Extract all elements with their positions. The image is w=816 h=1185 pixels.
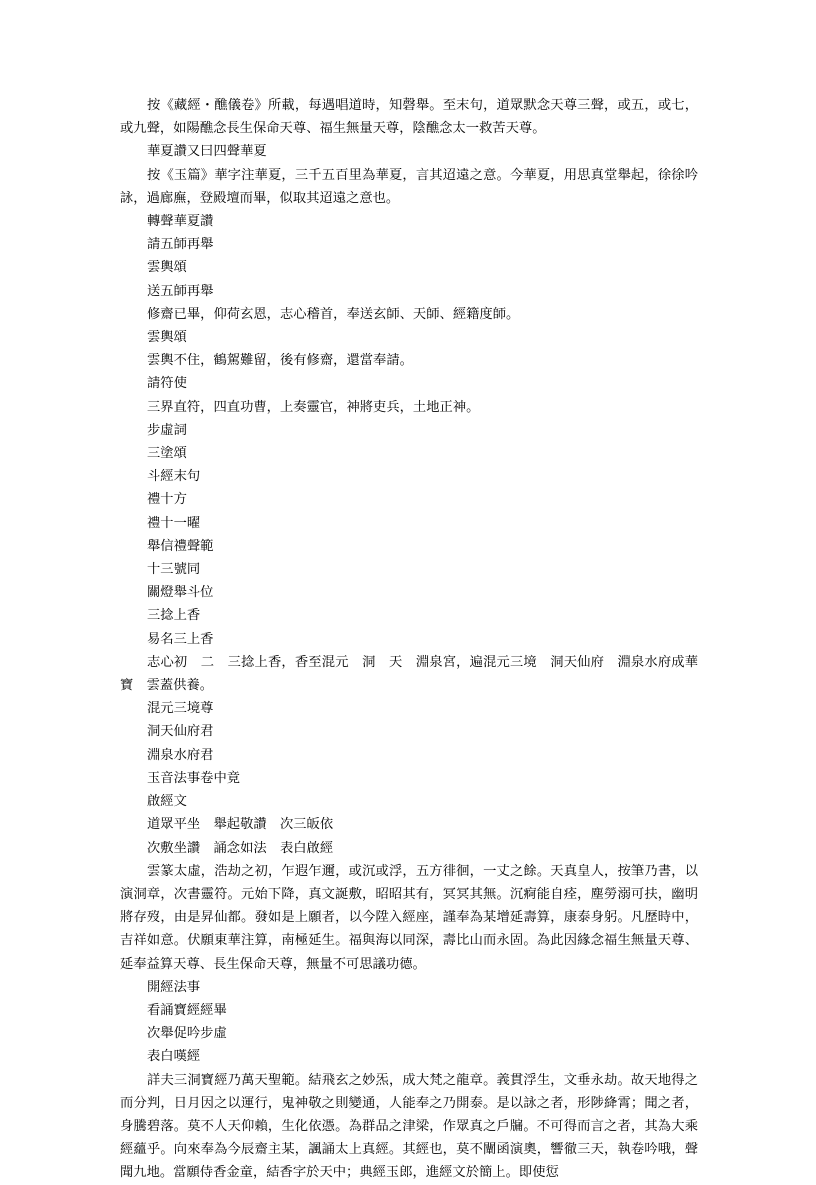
heading-zhuansheng-huaxia: 轉聲華夏讚 (147, 214, 214, 230)
paragraph-yunzhuan-taixu: 雲篆太虛，浩劫之初，乍遐乍邇，或沉或浮，五方徘徊，一丈之餘。天真皇人，按筆乃書，以演洞章，次書靈符。元始下降，真文誕敷，昭昭其有，冥冥其無。沉痾能自痊，塵勞溺可扶，幽明將存歿，由是昇仙都。發如是上願者，以今陞入經座，謹奉為某增延壽算，康泰身躬。凡歷時中，吉祥如意。伏願東華注算，南極延生。福與海以同深，壽比山而永固。為此因緣念福生無量天尊、延奉益算天尊、長生保命天尊，無量不可思議功德。 (120, 863, 698, 972)
line-li-shiyiyao: 禮十一曜 (147, 515, 201, 531)
paragraph-sanjie-zhifu: 三界直符，四直功曹，上奏靈官，神將吏兵，土地正神。 (147, 399, 480, 415)
line-yunyu-song-1: 雲輿頌 (147, 260, 187, 276)
line-kansong-baojing: 看誦寶經經畢 (147, 1002, 227, 1018)
line-hunyuan-sanjing: 混元三境尊 (147, 701, 214, 717)
paragraph-yupian-note: 按《玉篇》華字注華夏，三千五百里為華夏，言其迢遠之意。今華夏，用思真堂舉起，徐徐吟詠，過廊廡，登殿壇而畢，似取其迢遠之意也。 (120, 167, 698, 206)
heading-huaxia-zan: 華夏讚又曰四聲華夏 (147, 144, 267, 160)
paragraph-yunyu-buzhu: 雲輿不住，鶴駕難留，後有修齋，還當奉請。 (147, 353, 413, 369)
paragraph-xiangfu-sandong: 詳夫三洞寶經乃萬天聖範。結飛玄之妙炁，成大梵之龍章。義貫浮生，文垂永劫。故天地得之而分判，日月因之以運行，鬼神敬之則變通，人能奉之乃開泰。是以詠之者，形陟絳霄；聞之者，身騰碧落。莫不人天仰賴，生化依憑。為群品之津梁，作眾真之戶牖。不可得而言之者，其為大乘經蘊乎。向來奉為今辰齋主某，諷誦太上真經。其經也，莫不闡函演奧，響徹三天，執卷吟哦，聲聞九地。當願侍香金童，結香字於天中；典經玉郎，進經文於簡上。即使愆 (120, 1072, 698, 1181)
line-dongtian-xianfu: 洞天仙府君 (147, 724, 214, 740)
line-qijing-wen: 啟經文 (147, 794, 187, 810)
line-daozhong-pingzuo: 道眾平坐 舉起敬讚 次三皈依 (147, 817, 334, 833)
line-yuanquan-shuifu: 淵泉水府君 (147, 747, 214, 763)
line-juan-zhong-jing: 玉音法事卷中竟 (147, 770, 241, 786)
line-biaobai-tanjing: 表白嘆經 (147, 1049, 201, 1065)
line-sannian-shangxiang: 三捻上香 (147, 608, 201, 624)
line-kaijing-fashi: 開經法事 (147, 979, 201, 995)
line-yunyu-song-2: 雲輿頌 (147, 330, 187, 346)
line-juxin-lisheng: 舉信禮聲範 (147, 538, 214, 554)
line-qing-fushi: 請符使 (147, 376, 187, 392)
line-cifu-zuozan: 次敷坐讚 誦念如法 表白啟經 (147, 840, 334, 856)
line-shisan-hao: 十三號同 (147, 562, 201, 578)
line-doujing-moju: 斗經末句 (147, 469, 201, 485)
line-buxu-ci: 步虛詞 (147, 422, 187, 438)
line-ciju-cuyin: 次舉促吟步虛 (147, 1026, 227, 1042)
line-qing-wushi: 請五師再舉 (147, 237, 214, 253)
line-guandeng: 關燈舉斗位 (147, 585, 214, 601)
line-yiming-shangxiang: 易名三上香 (147, 631, 214, 647)
document-page (120, 94, 712, 1185)
paragraph-xiuzhai: 修齋已畢，仰荷玄恩，志心稽首，奉送玄師、天師、經籍度師。 (147, 306, 520, 322)
paragraph-zhixin-chu: 志心初 二 三捻上香，香至混元 洞 天 淵泉宮，遍混元三境 洞天仙府 淵泉水府成華 寶 雲蓋供養。 (120, 654, 712, 694)
line-santu-song: 三塗頌 (147, 446, 187, 462)
line-song-wushi: 送五師再舉 (147, 283, 214, 299)
paragraph-intro-note: 按《藏經・醮儀卷》所載，每遇唱道時，知磬舉。至末句，道眾默念天尊三聲，或五，或七，或九聲，如陽醮念長生保命天尊、福生無量天尊，陰醮念太一救苦天尊。 (120, 98, 698, 137)
line-li-shifang: 禮十方 (147, 492, 187, 508)
